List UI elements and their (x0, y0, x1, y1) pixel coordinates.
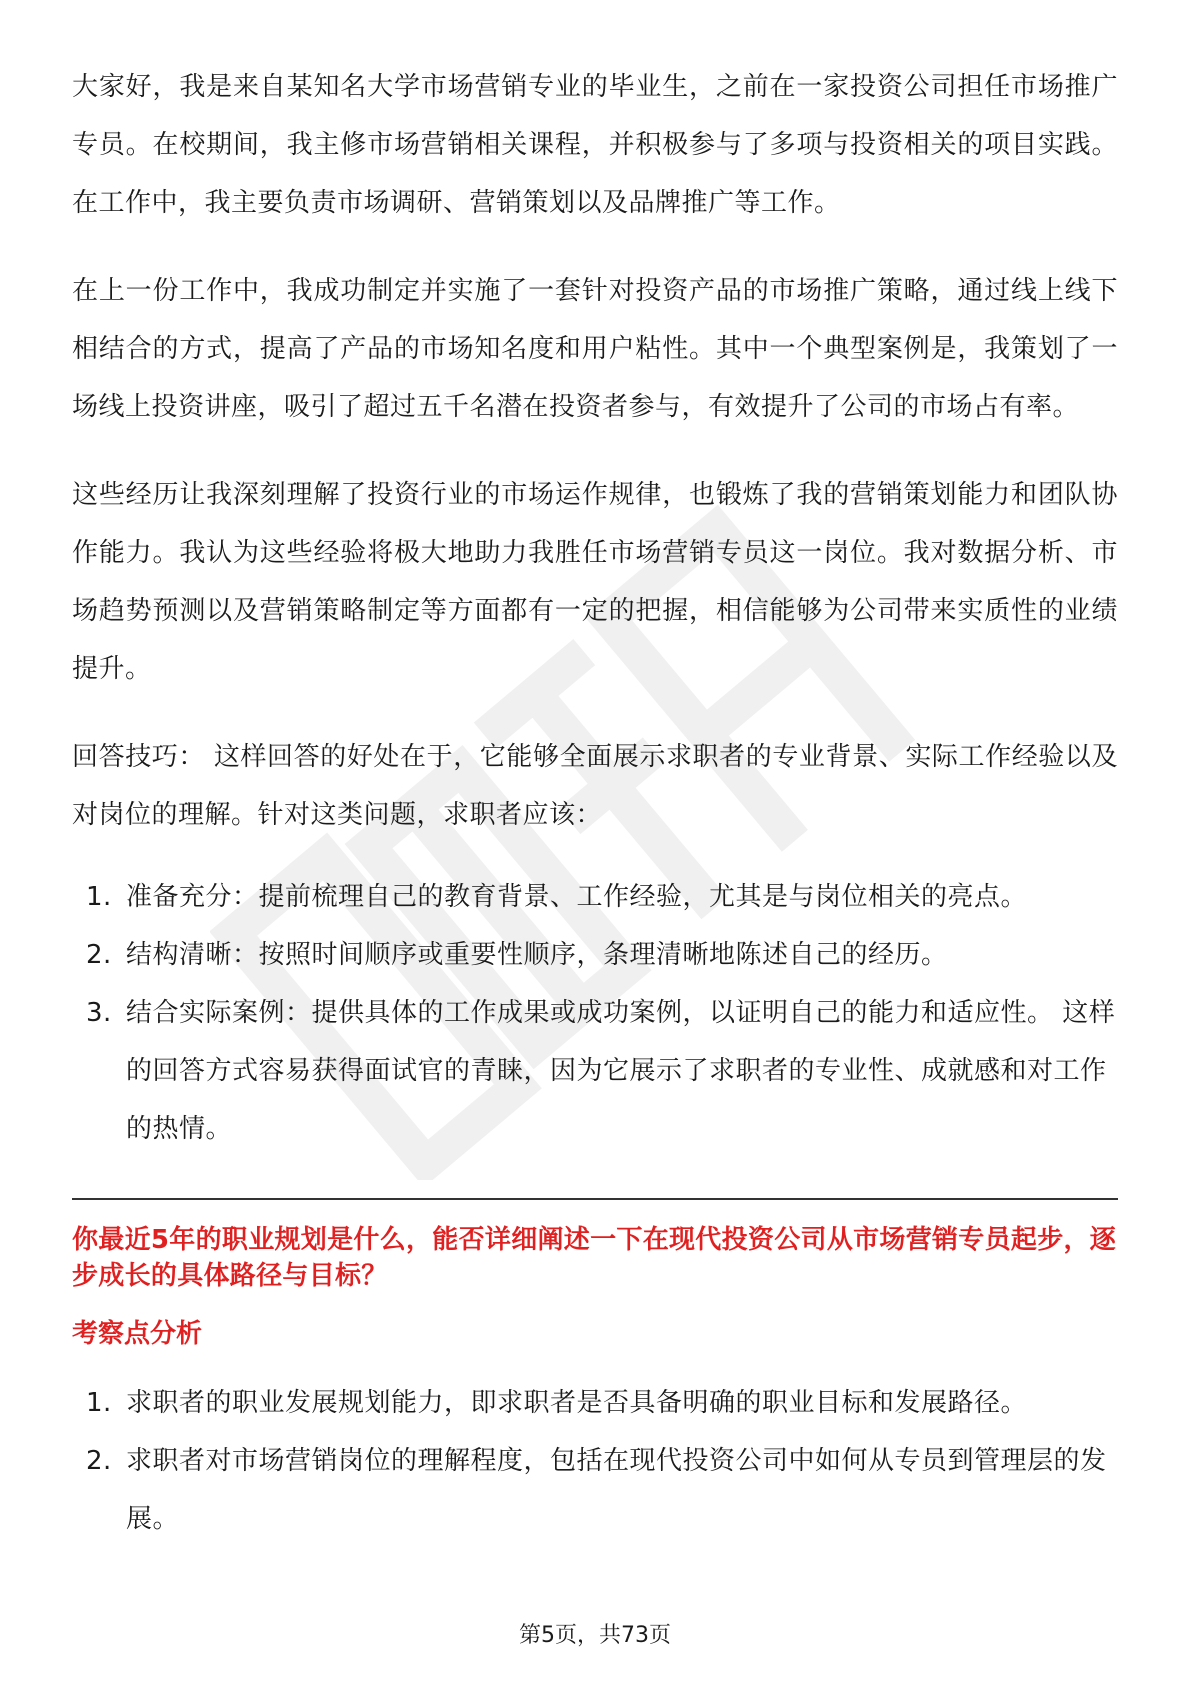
analysis-heading: 考察点分析 (72, 1319, 203, 1349)
answer-tips-paragraph: 回答技巧： 这样回答的好处在于，它能够全面展示求职者的专业背景、实际工作经验以及对岗位的理解。针对这类问题，求职者应该： (72, 742, 1118, 830)
list-item-text: 结合实际案例：提供具体的工作成果或成功案例，以证明自己的能力和适应性。 这样的回答方式容易获得面试官的青睐，因为它展示了求职者的专业性、成就感和对工作的热情。 (126, 998, 1116, 1144)
list-item (72, 1374, 1118, 1432)
list-item-text: 求职者的职业发展规划能力，即求职者是否具备明确的职业目标和发展路径。 (126, 1388, 1028, 1418)
list-item-text: 准备充分：提前梳理自己的教育背景、工作经验，尤其是与岗位相关的亮点。 (126, 882, 1028, 912)
list-item (72, 868, 1118, 926)
list-item (72, 926, 1118, 984)
list-item-number: 2. (86, 940, 112, 970)
list-item (72, 984, 1118, 1158)
list-item-number: 3. (86, 998, 112, 1028)
page-number: 第5页，共73页 (519, 1623, 671, 1648)
list-item-text: 结构清晰：按照时间顺序或重要性顺序，条理清晰地陈述自己的经历。 (126, 940, 948, 970)
list-item-text: 求职者对市场营销岗位的理解程度，包括在现代投资公司中如何从专员到管理层的发展。 (126, 1446, 1107, 1534)
section-divider (72, 1198, 1118, 1200)
tips-list (72, 868, 1118, 1158)
intro-paragraph: 在上一份工作中，我成功制定并实施了一套针对投资产品的市场推广策略，通过线上线下相结合的方式，提高了产品的市场知名度和用户粘性。其中一个典型案例是，我策划了一场线上投资讲座，吸引了超过五千名潜在投资者参与，有效提升了公司的市场占有率。 (72, 276, 1118, 422)
document-body (72, 58, 1118, 1588)
list-item-number: 1. (86, 1388, 112, 1418)
intro-paragraph: 这些经历让我深刻理解了投资行业的市场运作规律，也锻炼了我的营销策划能力和团队协作能力。我认为这些经验将极大地助力我胜任市场营销专员这一岗位。我对数据分析、市场趋势预测以及营销策略制定等方面都有一定的把握，相信能够为公司带来实质性的业绩提升。 (72, 480, 1118, 684)
intro-paragraph: 大家好，我是来自某知名大学市场营销专业的毕业生，之前在一家投资公司担任市场推广专员。在校期间，我主修市场营销相关课程，并积极参与了多项与投资相关的项目实践。在工作中，我主要负责市场调研、营销策划以及品牌推广等工作。 (72, 72, 1118, 218)
analysis-list (72, 1374, 1118, 1548)
list-item (72, 1432, 1118, 1548)
list-item-number: 1. (86, 882, 112, 912)
interview-question: 你最近5年的职业规划是什么，能否详细阐述一下在现代投资公司从市场营销专员起步，逐步成长的具体路径与目标？ (72, 1225, 1117, 1291)
list-item-number: 2. (86, 1446, 112, 1476)
